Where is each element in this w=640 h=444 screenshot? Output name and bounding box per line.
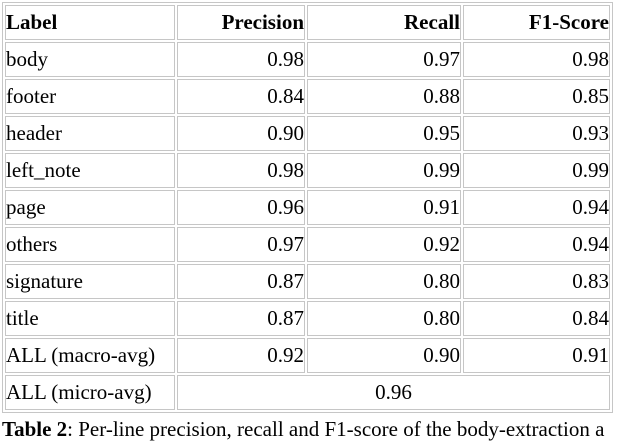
precision-cell: 0.90 [177,116,305,151]
table-row [5,227,610,262]
header-row [5,5,610,40]
column-header-precision: Precision [177,5,305,40]
micro-avg-row [5,375,610,410]
precision-cell: 0.92 [177,338,305,373]
label-cell: signature [5,264,175,299]
precision-cell: 0.96 [177,190,305,225]
precision-cell: 0.98 [177,42,305,77]
f1-cell: 0.94 [463,227,610,262]
label-cell: footer [5,79,175,114]
column-header-f1: F1-Score [463,5,610,40]
precision-cell: 0.87 [177,264,305,299]
column-header-label: Label [5,5,175,40]
label-cell: body [5,42,175,77]
label-cell: page [5,190,175,225]
recall-cell: 0.90 [307,338,461,373]
recall-cell: 0.88 [307,79,461,114]
f1-cell: 0.84 [463,301,610,336]
micro-avg-value-cell: 0.96 [177,375,610,410]
precision-cell: 0.87 [177,301,305,336]
precision-cell: 0.84 [177,79,305,114]
table-row [5,153,610,188]
caption-text: : Per-line precision, recall and F1-score of the body-extraction a [67,417,605,441]
recall-cell: 0.91 [307,190,461,225]
table-row [5,116,610,151]
label-cell: ALL (micro-avg) [5,375,175,410]
column-header-recall: Recall [307,5,461,40]
f1-cell: 0.83 [463,264,610,299]
table-row [5,190,610,225]
table-row [5,301,610,336]
recall-cell: 0.95 [307,116,461,151]
recall-cell: 0.80 [307,301,461,336]
f1-cell: 0.94 [463,190,610,225]
label-cell: others [5,227,175,262]
f1-cell: 0.98 [463,42,610,77]
recall-cell: 0.97 [307,42,461,77]
label-cell: header [5,116,175,151]
table-row [5,42,610,77]
paper-table-figure [0,2,640,444]
f1-cell: 0.93 [463,116,610,151]
table-caption [2,417,640,442]
metrics-table [2,2,613,413]
f1-cell: 0.99 [463,153,610,188]
label-cell: ALL (macro-avg) [5,338,175,373]
table-row [5,264,610,299]
table-row [5,79,610,114]
precision-cell: 0.97 [177,227,305,262]
table-row [5,338,610,373]
caption-tag: Table 2 [2,417,68,441]
recall-cell: 0.80 [307,264,461,299]
label-cell: title [5,301,175,336]
recall-cell: 0.99 [307,153,461,188]
label-cell: left_note [5,153,175,188]
recall-cell: 0.92 [307,227,461,262]
f1-cell: 0.91 [463,338,610,373]
f1-cell: 0.85 [463,79,610,114]
precision-cell: 0.98 [177,153,305,188]
